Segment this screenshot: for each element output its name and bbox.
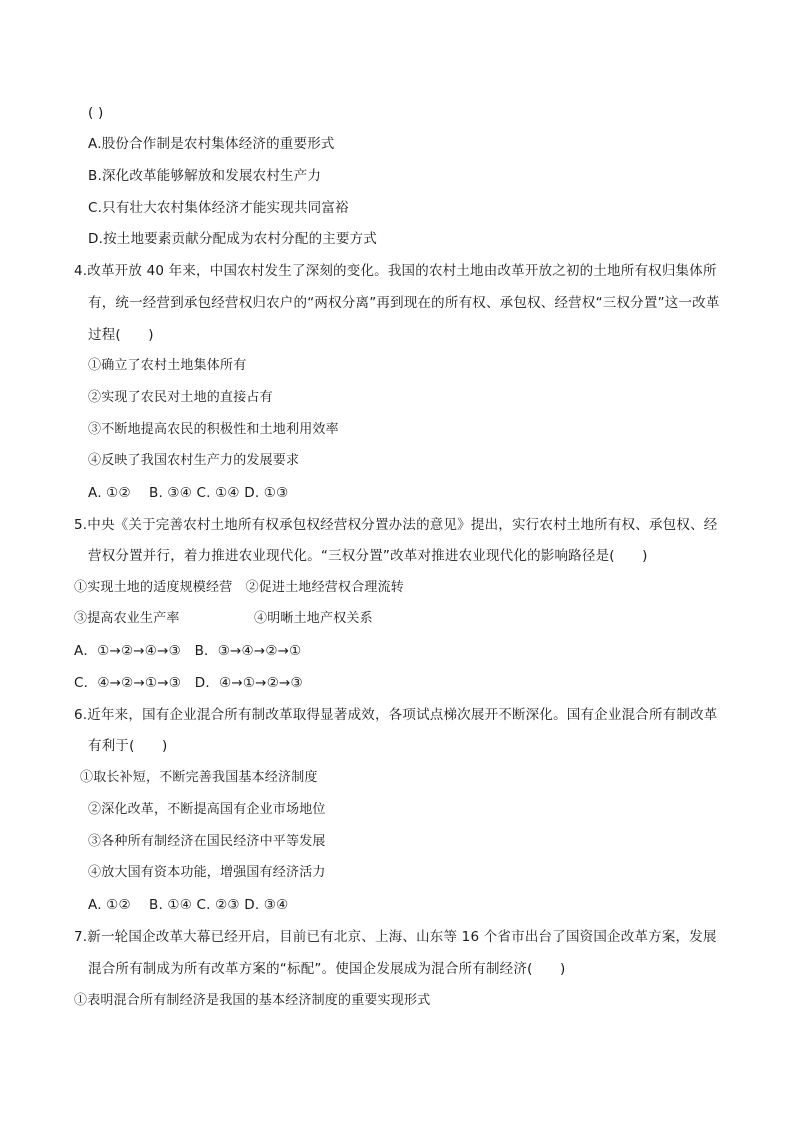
q7-statement-1: ①表明混合所有制经济是我国的基本经济制度的重要实现形式 — [74, 993, 431, 1008]
q6-statement-3: ③各种所有制经济在国民经济中平等发展 — [88, 834, 326, 849]
q6-stem-line-1: 6.近年来，国有企业混合所有制改革取得显著成效，各项试点梯次展开不断深化。国有企业混合所有制改革 — [74, 707, 718, 723]
q7-stem-line-1: 7.新一轮国企改革大幕已经开启，目前已有北京、上海、山东等 16 个省市出台了国资国企改革方案，发展 — [74, 929, 717, 945]
q6-choices: A. ①② B. ①④ C. ②③ D. ③④ — [88, 897, 289, 913]
q3-answer-bracket: ( ) — [88, 105, 104, 121]
q6-statement-1: ①取长补短，不断完善我国基本经济制度 — [80, 770, 318, 785]
q4-statement-1: ①确立了农村土地集体所有 — [88, 358, 247, 373]
q3-option-d: D.按土地要素贡献分配成为农村分配的主要方式 — [88, 231, 378, 247]
q4-statement-3: ③不断地提高农民的积极性和土地利用效率 — [88, 422, 339, 437]
q5-statements-row-1: ①实现土地的适度规模经营 ②促进土地经营权合理流转 — [74, 580, 405, 595]
q4-statement-2: ②实现了农民对土地的直接占有 — [88, 390, 273, 405]
q4-stem-line-2: 有，统一经营到承包经营权归农户的“两权分离”再到现在的所有权、承包权、经营权“三权分置”这一改革 — [88, 295, 720, 311]
q7-stem-line-2: 混合所有制成为所有改革方案的“标配”。使国企发展成为混合所有制经济( ) — [88, 961, 566, 977]
q4-statement-4: ④反映了我国农村生产力的发展要求 — [88, 453, 300, 468]
q3-option-b: B.深化改革能够解放和发展农村生产力 — [88, 168, 322, 184]
q6-statement-2: ②深化改革，不断提高国有企业市场地位 — [88, 802, 326, 817]
q5-choices-row-1: A．①→②→④→③ B．③→④→②→① — [74, 643, 302, 659]
q6-statement-4: ④放大国有资本功能，增强国有经济活力 — [88, 865, 326, 880]
q3-option-c: C.只有壮大农村集体经济才能实现共同富裕 — [88, 200, 349, 216]
q5-choices-row-2: C．④→②→①→③ D．④→①→②→③ — [74, 675, 303, 691]
q4-choices: A. ①② B. ③④ C. ①④ D. ①③ — [88, 485, 289, 501]
q5-statement-3: ③提高农业生产率 — [74, 611, 180, 626]
q5-stem-line-2: 营权分置并行，着力推进农业现代化。“三权分置”改革对推进农业现代化的影响路径是( ) — [88, 548, 648, 564]
q4-stem-line-3: 过程( ) — [88, 327, 154, 343]
q5-statement-4: ④明晰土地产权关系 — [254, 611, 373, 626]
q3-option-a: A.股份合作制是农村集体经济的重要形式 — [88, 136, 335, 152]
q6-stem-line-2: 有利于( ) — [88, 738, 168, 754]
q5-stem-line-1: 5.中央《关于完善农村土地所有权承包权经营权分置办法的意见》提出，实行农村土地所有权、承包权、经 — [74, 517, 718, 533]
q4-stem-line-1: 4.改革开放 40 年来，中国农村发生了深刻的变化。我国的农村土地由改革开放之初的土地所有权归集体所 — [74, 263, 717, 279]
